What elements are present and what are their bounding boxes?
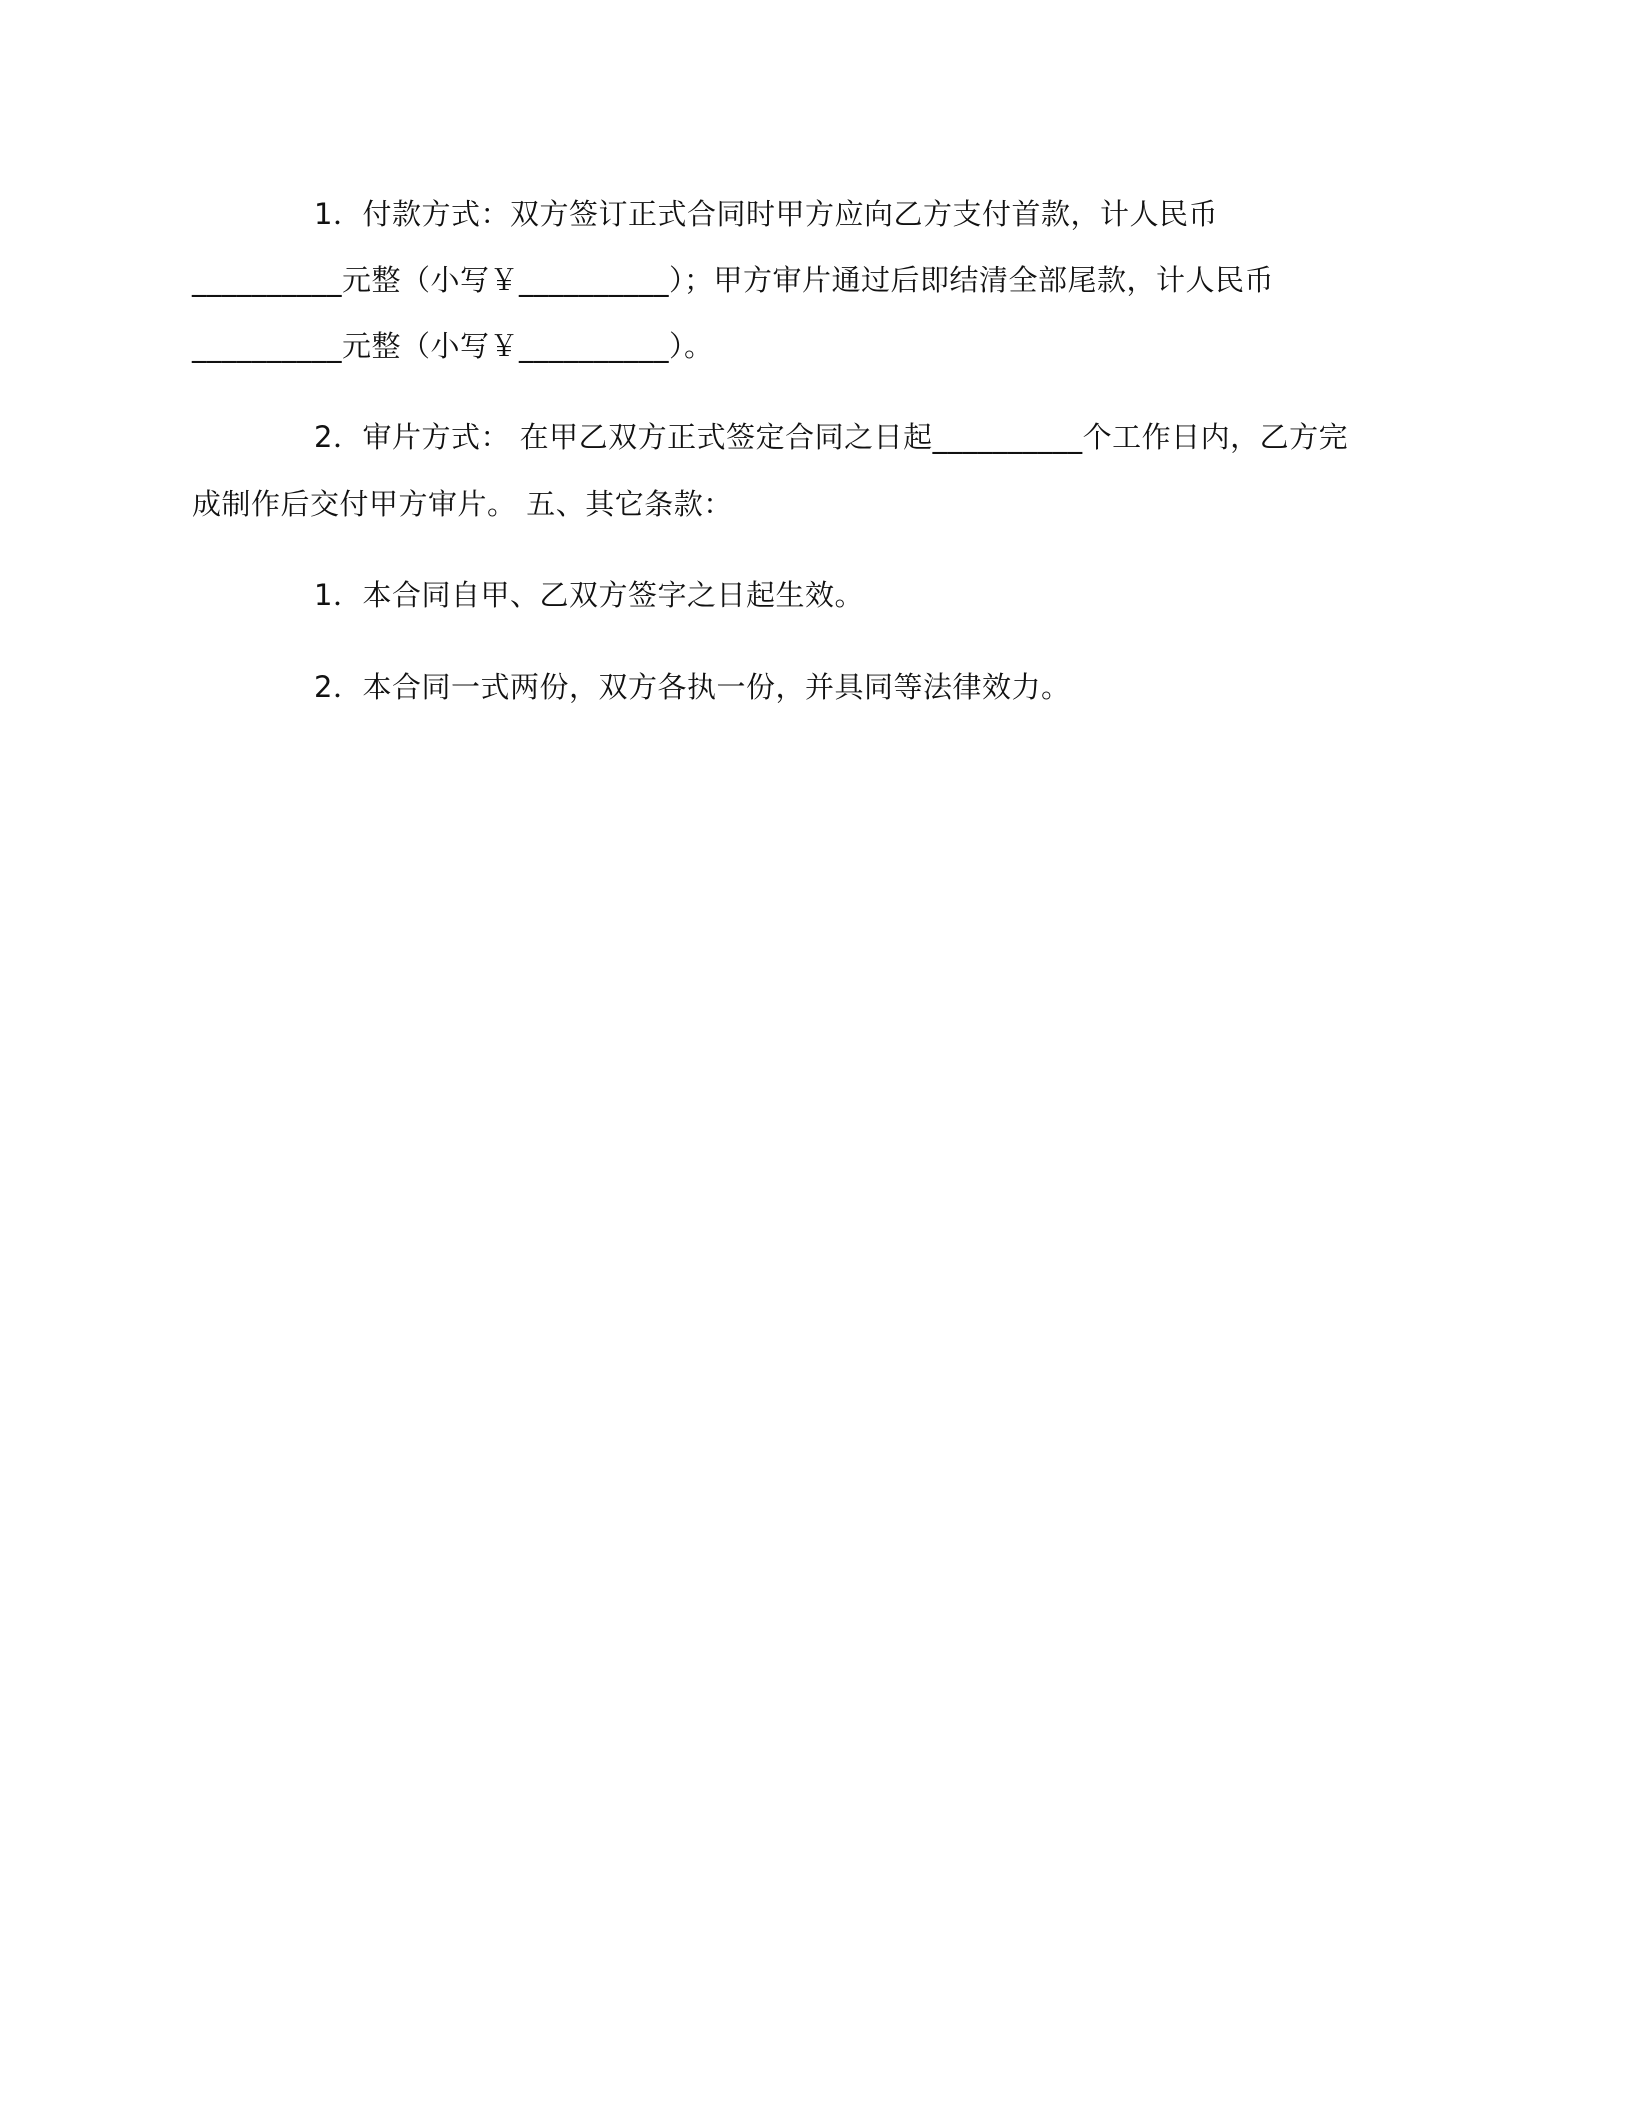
clause-review-method-line-2: 成制作后交付甲方审片。 五、其它条款： (192, 487, 733, 521)
clause-review-method-line-1: 2．审片方式： 在甲乙双方正式签定合同之日起__________个工作日内，乙方完 (314, 420, 1349, 454)
clause-payment-method-line-1: 1．付款方式：双方签订正式合同时甲方应向乙方支付首款，计人民币 (314, 197, 1218, 231)
clause-effective-date: 1．本合同自甲、乙双方签字之日起生效。 (314, 578, 864, 612)
clause-copies: 2．本合同一式两份，双方各执一份，并具同等法律效力。 (314, 670, 1071, 704)
clause-payment-method-line-2: __________元整（小写￥__________）；甲方审片通过后即结清全部尾款，计人民币 (192, 263, 1275, 297)
clause-payment-method-line-3: __________元整（小写￥__________）。 (192, 329, 714, 363)
